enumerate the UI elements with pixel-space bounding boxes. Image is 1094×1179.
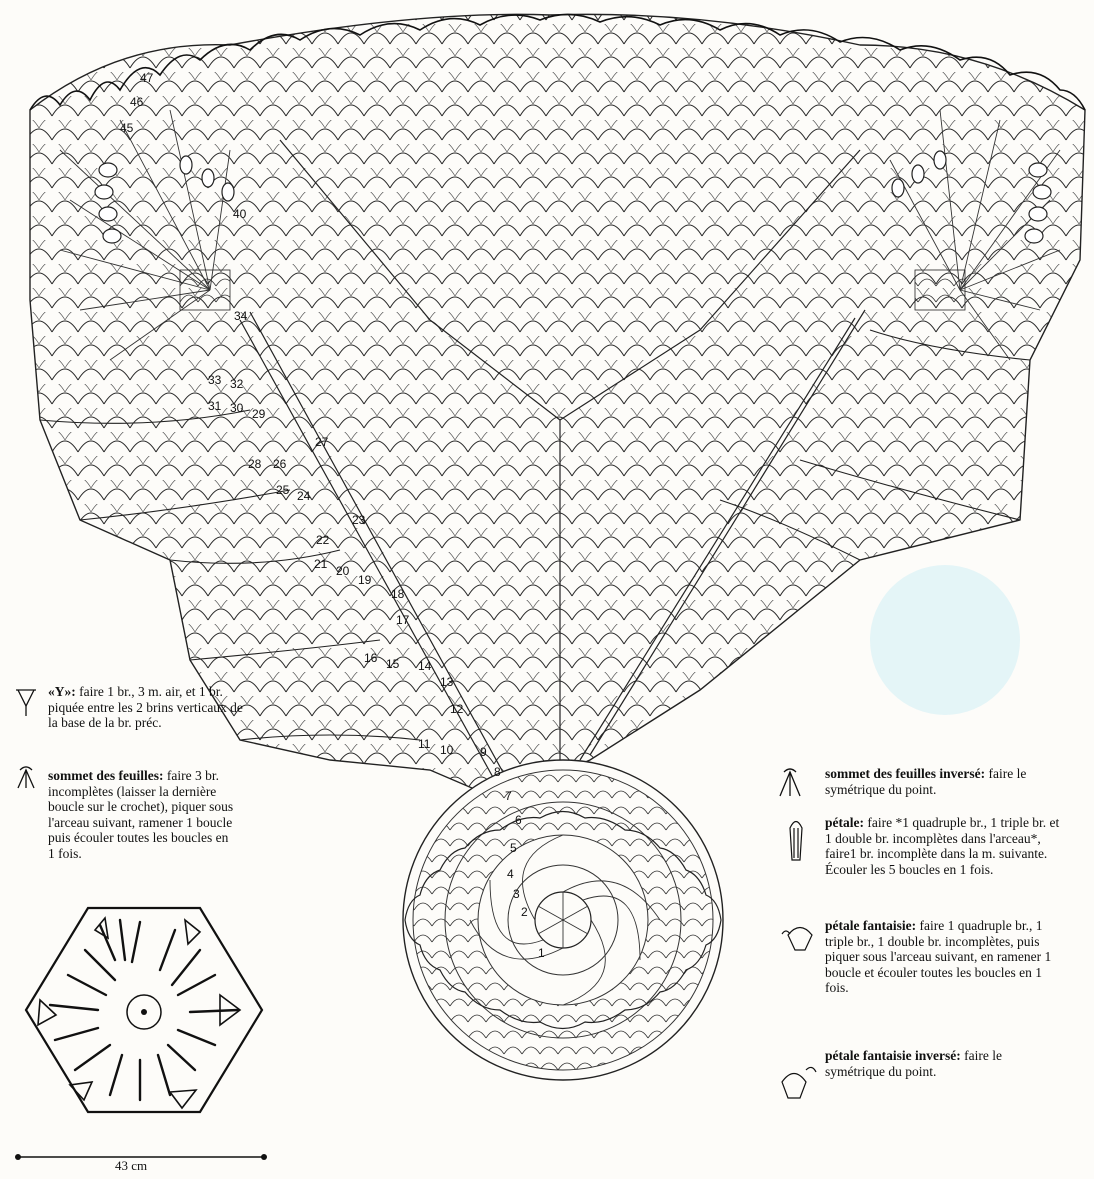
round-number: 6	[515, 813, 522, 827]
legend-title: pétale fantaisie inversé:	[825, 1048, 961, 1063]
round-number: 40	[233, 207, 247, 221]
round-number: 22	[316, 533, 330, 547]
round-number: 2	[521, 905, 528, 919]
round-number: 5	[510, 841, 517, 855]
round-number: 3	[513, 887, 520, 901]
round-number: 47	[140, 71, 154, 85]
round-number: 1	[538, 946, 545, 960]
round-number: 46	[130, 95, 144, 109]
legend-text: faire 3 br. incomplètes (laisser la dernière boucle sur le crochet), piquer sous l'arceau suivant, ramener 1 boucle puis écouler toutes les boucles en 1 fois.	[48, 768, 234, 861]
round-number: 4	[507, 867, 514, 881]
leaf-top-icon	[18, 767, 34, 788]
round-number: 23	[352, 513, 366, 527]
round-number: 33	[208, 373, 222, 387]
legend-leaf-top-inverse	[825, 766, 1065, 797]
scale-label: 43 cm	[115, 1158, 148, 1173]
round-number: 45	[120, 121, 134, 135]
round-number: 26	[273, 457, 287, 471]
round-number: 28	[248, 457, 262, 471]
legend-petal	[825, 815, 1065, 877]
round-number: 18	[391, 587, 405, 601]
legend-title: pétale:	[825, 815, 864, 830]
legend-fancy-petal-inverse	[825, 1048, 1065, 1079]
round-number: 10	[440, 743, 454, 757]
leaf-top-inverse-icon	[780, 769, 800, 796]
round-number: 14	[418, 659, 432, 673]
round-number: 17	[396, 613, 410, 627]
legend-text: faire le symétrique du point.	[825, 766, 1027, 797]
fancy-petal-icon	[782, 928, 812, 951]
hexagon-schematic	[26, 908, 262, 1112]
fancy-petal-inverse-icon	[782, 1067, 816, 1098]
petal-icon	[790, 822, 802, 861]
round-number: 30	[230, 401, 244, 415]
legend-leaf-top	[48, 768, 238, 861]
round-number: 27	[315, 435, 329, 449]
round-number: 29	[252, 407, 266, 421]
round-number: 13	[440, 675, 454, 689]
center-medallion	[403, 760, 723, 1080]
round-number: 11	[418, 737, 431, 751]
round-number: 16	[364, 651, 378, 665]
round-number: 25	[276, 483, 290, 497]
round-number: 19	[358, 573, 372, 587]
y-stitch-icon	[16, 690, 36, 716]
round-number: 7	[505, 789, 512, 803]
legend-title: pétale fantaisie:	[825, 918, 917, 933]
legend-text: faire 1 quadruple br., 1 triple br., 1 double br. incomplètes, puis piquer sous l'arceau suivant, en ramener 1 boucle et écouler toutes les boucles en 1 fois.	[825, 918, 1052, 995]
round-number: 32	[230, 377, 244, 391]
legend-fancy-petal	[825, 918, 1065, 996]
round-number: 34	[234, 309, 248, 323]
legend-title: sommet des feuilles:	[48, 768, 164, 783]
round-number: 20	[336, 564, 350, 578]
round-number: 24	[297, 489, 311, 503]
legend-title: sommet des feuilles inversé:	[825, 766, 986, 781]
legend-text: faire *1 quadruple br., 1 triple br. et 1 double br. incomplètes dans l'arceau*, faire1 br. incomplète dans la m. suivante. Écouler les 5 boucles en 1 fois.	[825, 815, 1060, 877]
legend-text: faire 1 br., 3 m. air, et 1 br. piquée entre les 2 brins verticaux de la base de la br. préc.	[48, 684, 243, 730]
faint-stamp-mark	[870, 565, 1020, 715]
round-number: 8	[494, 765, 501, 779]
round-number: 15	[386, 657, 400, 671]
round-number: 12	[450, 702, 464, 716]
legend-y-stitch	[48, 684, 248, 731]
round-number: 31	[208, 399, 222, 413]
legend-text: faire le symétrique du point.	[825, 1048, 1002, 1079]
legend-title: «Y»:	[48, 684, 76, 699]
round-number: 21	[314, 557, 328, 571]
round-number: 9	[480, 745, 487, 759]
